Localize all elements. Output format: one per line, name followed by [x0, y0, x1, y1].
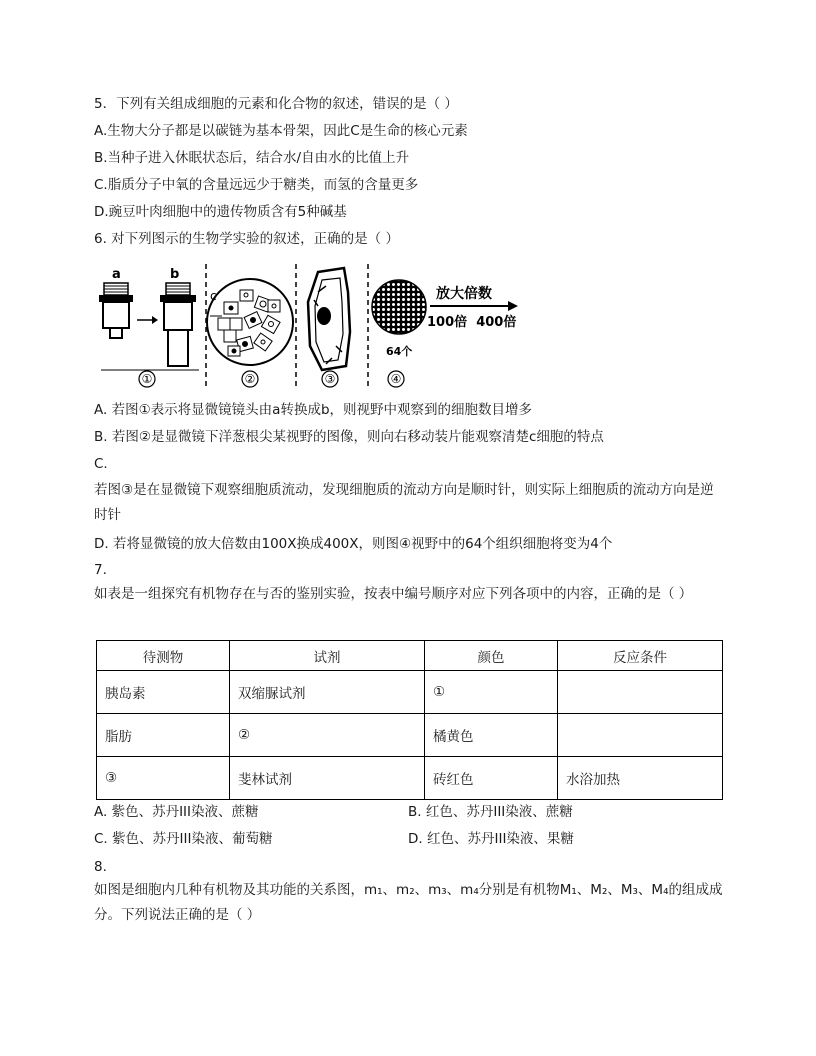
table-cell: ② — [230, 714, 425, 757]
objective-lens-a — [99, 283, 133, 338]
reagent-table — [96, 640, 723, 800]
q7-option-a: A. 紫色、苏丹III染液、蔗糖 — [94, 804, 259, 820]
q7-stem: 如表是一组探究有机物存在与否的鉴别实验，按表中编号顺序对应下列各项中的内容，正确的是（ ） — [94, 586, 693, 602]
q5-option-a: A.生物大分子都是以碳链为基本骨架，因此C是生命的核心元素 — [94, 123, 468, 139]
panel-number-4: ④ — [390, 372, 402, 386]
q5-option-d: D.豌豆叶肉细胞中的遗传物质含有5种碱基 — [94, 204, 347, 220]
table-header: 颜色 — [425, 641, 558, 671]
magnification-title: 放大倍数 — [436, 286, 492, 302]
table-cell: ① — [425, 671, 558, 714]
q8-number: 8. — [94, 859, 107, 875]
table-row — [97, 757, 723, 800]
label-b: b — [170, 267, 180, 282]
table-cell: 脂肪 — [97, 714, 230, 757]
q7-option-b: B. 红色、苏丹III染液、蔗糖 — [408, 804, 573, 820]
q6-option-d: D. 若将显微镜的放大倍数由100X换成400X，则图④视野中的64个组织细胞将变为4个 — [94, 536, 613, 552]
q6-stem: 6. 对下列图示的生物学实验的叙述，正确的是（ ） — [94, 231, 399, 247]
table-cell — [558, 714, 723, 757]
table-cell: 双缩脲试剂 — [230, 671, 425, 714]
cell-count-label: 64个 — [386, 345, 413, 358]
q5-stem: 5．下列有关组成细胞的元素和化合物的叙述，错误的是（ ） — [94, 96, 458, 112]
q5-option-b: B.当种子进入休眠状态后，结合水/自由水的比值上升 — [94, 150, 410, 166]
q5-option-c: C.脂质分子中氧的含量远远少于糖类，而氢的含量更多 — [94, 177, 419, 193]
label-a: a — [112, 267, 121, 282]
table-cell: 斐林试剂 — [230, 757, 425, 800]
tissue-cells-field-of-view — [372, 280, 426, 334]
table-row — [97, 714, 723, 757]
table-header: 待测物 — [97, 641, 230, 671]
panel-number-2: ② — [244, 372, 256, 386]
q7-option-c: C. 紫色、苏丹III染液、葡萄糖 — [94, 831, 273, 847]
q8-stem: 如图是细胞内几种有机物及其功能的关系图，m₁、m₂、m₃、m₄分别是有机物M₁、M₂、M₃、M₄的组成成分。下列说法正确的是（ ） — [94, 882, 723, 923]
table-cell: ③ — [97, 757, 230, 800]
panel-number-1: ① — [141, 372, 153, 386]
table-cell: 水浴加热 — [558, 757, 723, 800]
q6-option-c-label: C. — [94, 456, 108, 472]
magnification-values: 100倍 400倍 — [427, 315, 517, 330]
table-cell: 橘黄色 — [425, 714, 558, 757]
q6-figure — [96, 262, 526, 392]
table-cell — [558, 671, 723, 714]
panel-number-3: ③ — [324, 372, 336, 386]
table-header-row — [97, 641, 723, 671]
table-row — [97, 671, 723, 714]
table-cell: 砖红色 — [425, 757, 558, 800]
q6-option-c-text: 若图③是在显微镜下观察细胞质流动，发现细胞质的流动方向是顺时针，则实际上细胞质的流动方向是逆时针 — [94, 482, 714, 523]
objective-lens-b — [160, 283, 196, 366]
q7-number: 7. — [94, 562, 107, 578]
label-c: c — [210, 289, 217, 303]
cytoplasm-flow-cell — [308, 268, 350, 370]
q6-option-a: A. 若图①表示将显微镜镜头由a转换成b，则视野中观察到的细胞数目增多 — [94, 402, 533, 418]
table-header: 反应条件 — [558, 641, 723, 671]
table-header: 试剂 — [230, 641, 425, 671]
table-cell: 胰岛素 — [97, 671, 230, 714]
q7-option-d: D. 红色、苏丹III染液、果糖 — [408, 831, 574, 847]
q6-option-b: B. 若图②是显微镜下洋葱根尖某视野的图像，则向右移动装片能观察清楚c细胞的特点 — [94, 429, 604, 445]
